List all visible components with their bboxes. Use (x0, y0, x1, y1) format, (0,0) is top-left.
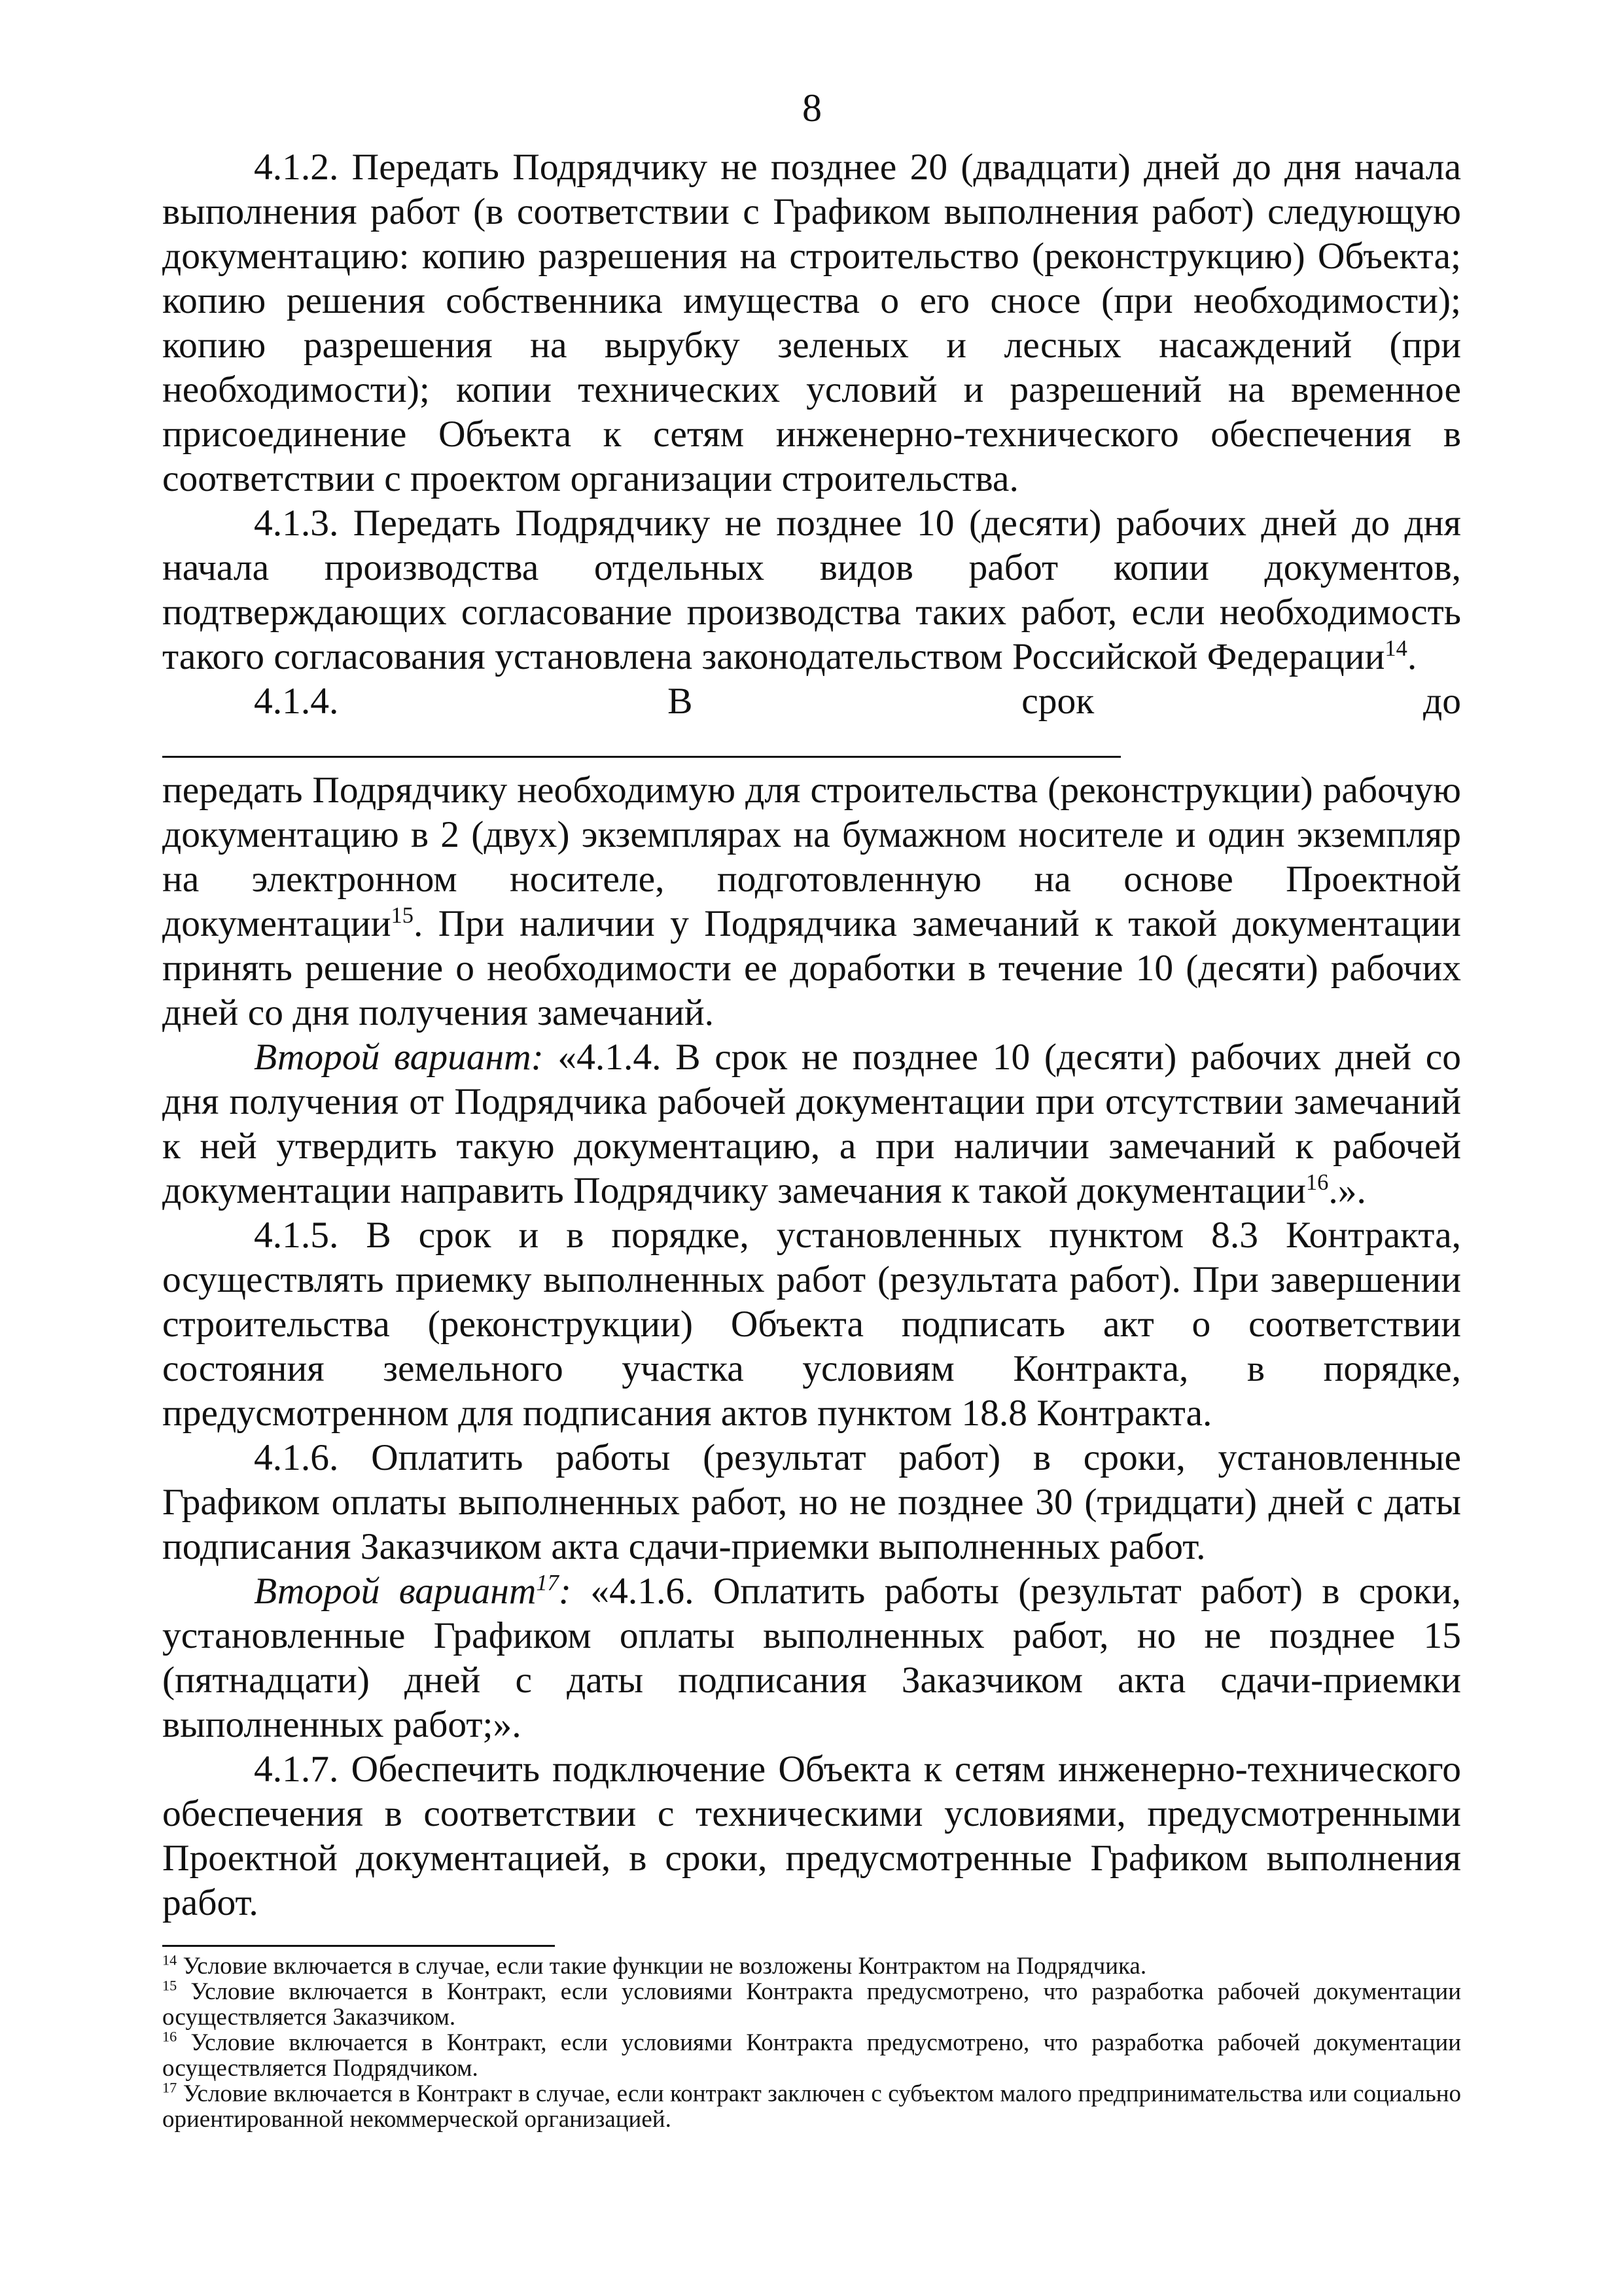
variant-label: Второй вариант: (254, 1037, 544, 1078)
paragraph-text: 4.1.7. Обеспечить подключение Объекта к сетям инженерно-технического обеспечения в соответствии с техническими условиями, предусмотренными Проектной документацией, в сроки, предусмотренные Графиком выполнения работ. (162, 1749, 1461, 1923)
footnotes (162, 1953, 1461, 2132)
paragraph-text: 4.1.5. В срок и в порядке, установленных пунктом 8.3 Контракта, осуществлять приемку выполненных работ (результата работ). При завершении строительства (реконструкции) Объекта подписать акт о соответствии состояния земельного участка условиям Контракта, в порядке, предусмотренном для подписания актов пунктом 18.8 Контракта. (162, 1215, 1461, 1434)
paragraph-text: 4.1.2. Передать Подрядчику не позднее 20 (двадцати) дней до дня начала выполнения работ (в соответствии с Графиком выполнения работ) следующую документацию: копию разрешения на строительство (реконструкцию) Объекта; копию решения собственника имущества о его сносе (при необходимости); копию разрешения на вырубку зеленых и лесных насаждений (при необходимости); копии технических условий и разрешений на временное присоединение Объекта к сетям инженерно-технического обеспечения в соответствии с проектом организации строительства. (162, 147, 1461, 499)
footnote-number: 16 (162, 2028, 177, 2045)
footnote-ref-16: 16 (1305, 1169, 1329, 1195)
paragraph-4-1-2 (162, 145, 1461, 501)
footnote-ref-15: 15 (391, 902, 414, 928)
document-body (162, 145, 1461, 1925)
footnote-14 (162, 1953, 1461, 1979)
paragraph-4-1-6-alternative (162, 1569, 1461, 1747)
paragraph-text: 4.1.3. Передать Подрядчику не позднее 10 (десяти) рабочих дней до дня начала производства отдельных видов работ копии документов, подтверждающих согласование производства таких работ, если необходимость такого согласования установлена законодательством Российской Федерации (162, 503, 1461, 677)
paragraph-4-1-6 (162, 1436, 1461, 1569)
paragraph-text: «4.1.6. Оплатить работы (результат работ) в сроки, установленные Графиком оплаты выполненных работ, но не позднее 15 (пятнадцати) дней с даты подписания Заказчиком акта сдачи-приемки выполненных работ;». (162, 1571, 1462, 1745)
footnote-number: 14 (162, 1951, 177, 1968)
footnote-number: 15 (162, 1977, 177, 1994)
paragraph-4-1-5 (162, 1213, 1461, 1436)
footnote-text: Условие включается в Контракт, если условиями Контракта предусмотрено, что разработка рабочей документации осуществляется Заказчиком. (162, 1978, 1461, 2031)
paragraph-text: передать Подрядчику необходимую для строительства (реконструкции) рабочую документацию в 2 (двух) экземплярах на бумажном носителе и один экземпляр на электронном носителе, подготовленную на основе Проектной документации (162, 770, 1461, 944)
paragraph-4-1-4-alternative (162, 1035, 1461, 1213)
paragraph-4-1-4 (162, 679, 1461, 1035)
paragraph-4-1-3 (162, 501, 1461, 679)
footnote-divider (162, 1945, 555, 1947)
paragraph-lead: 4.1.4. В срок до (254, 681, 1461, 722)
paragraph-text: «4.1.4. В срок не позднее 10 (десяти) рабочих дней со дня получения от Подрядчика рабочей документации при отсутствии замечаний к ней утвердить такую документацию, а при наличии замечаний к рабочей документации направить Подрядчику замечания к такой документации (162, 1037, 1462, 1211)
variant-label: Второй вариант (254, 1571, 537, 1612)
footnote-number: 17 (162, 2079, 177, 2096)
variant-label-colon: : (558, 1571, 572, 1612)
footnote-15 (162, 1979, 1461, 2030)
footnote-17 (162, 2081, 1461, 2132)
footnote-text: Условие включается в Контракт в случае, если контракт заключен с субъектом малого предпринимательства или социально ориентированной некоммерческой организацией. (162, 2080, 1461, 2133)
paragraph-end: .». (1328, 1170, 1366, 1211)
paragraph-4-1-7 (162, 1747, 1461, 1925)
footnote-16 (162, 2030, 1461, 2081)
paragraph-text: 4.1.6. Оплатить работы (результат работ) в сроки, установленные Графиком оплаты выполненных работ, но не позднее 30 (тридцати) дней с даты подписания Заказчиком акта сдачи-приемки выполненных работ. (162, 1437, 1461, 1567)
footnote-text: Условие включается в случае, если такие функции не возложены Контрактом на Подрядчика. (177, 1953, 1147, 1980)
paragraph-text-continued: . При наличии у Подрядчика замечаний к такой документации принять решение о необходимости ее доработки в течение 10 (десяти) рабочих дней со дня получения замечаний. (162, 903, 1461, 1033)
page-number: 8 (802, 86, 822, 130)
footnote-text: Условие включается в Контракт, если условиями Контракта предусмотрено, что разработка рабочей документации осуществляется Подрядчиком. (162, 2029, 1461, 2082)
footnote-ref-17: 17 (536, 1570, 559, 1595)
date-fill-in-line (162, 724, 1121, 758)
paragraph-end: . (1407, 636, 1417, 677)
footnote-ref-14: 14 (1385, 635, 1407, 661)
